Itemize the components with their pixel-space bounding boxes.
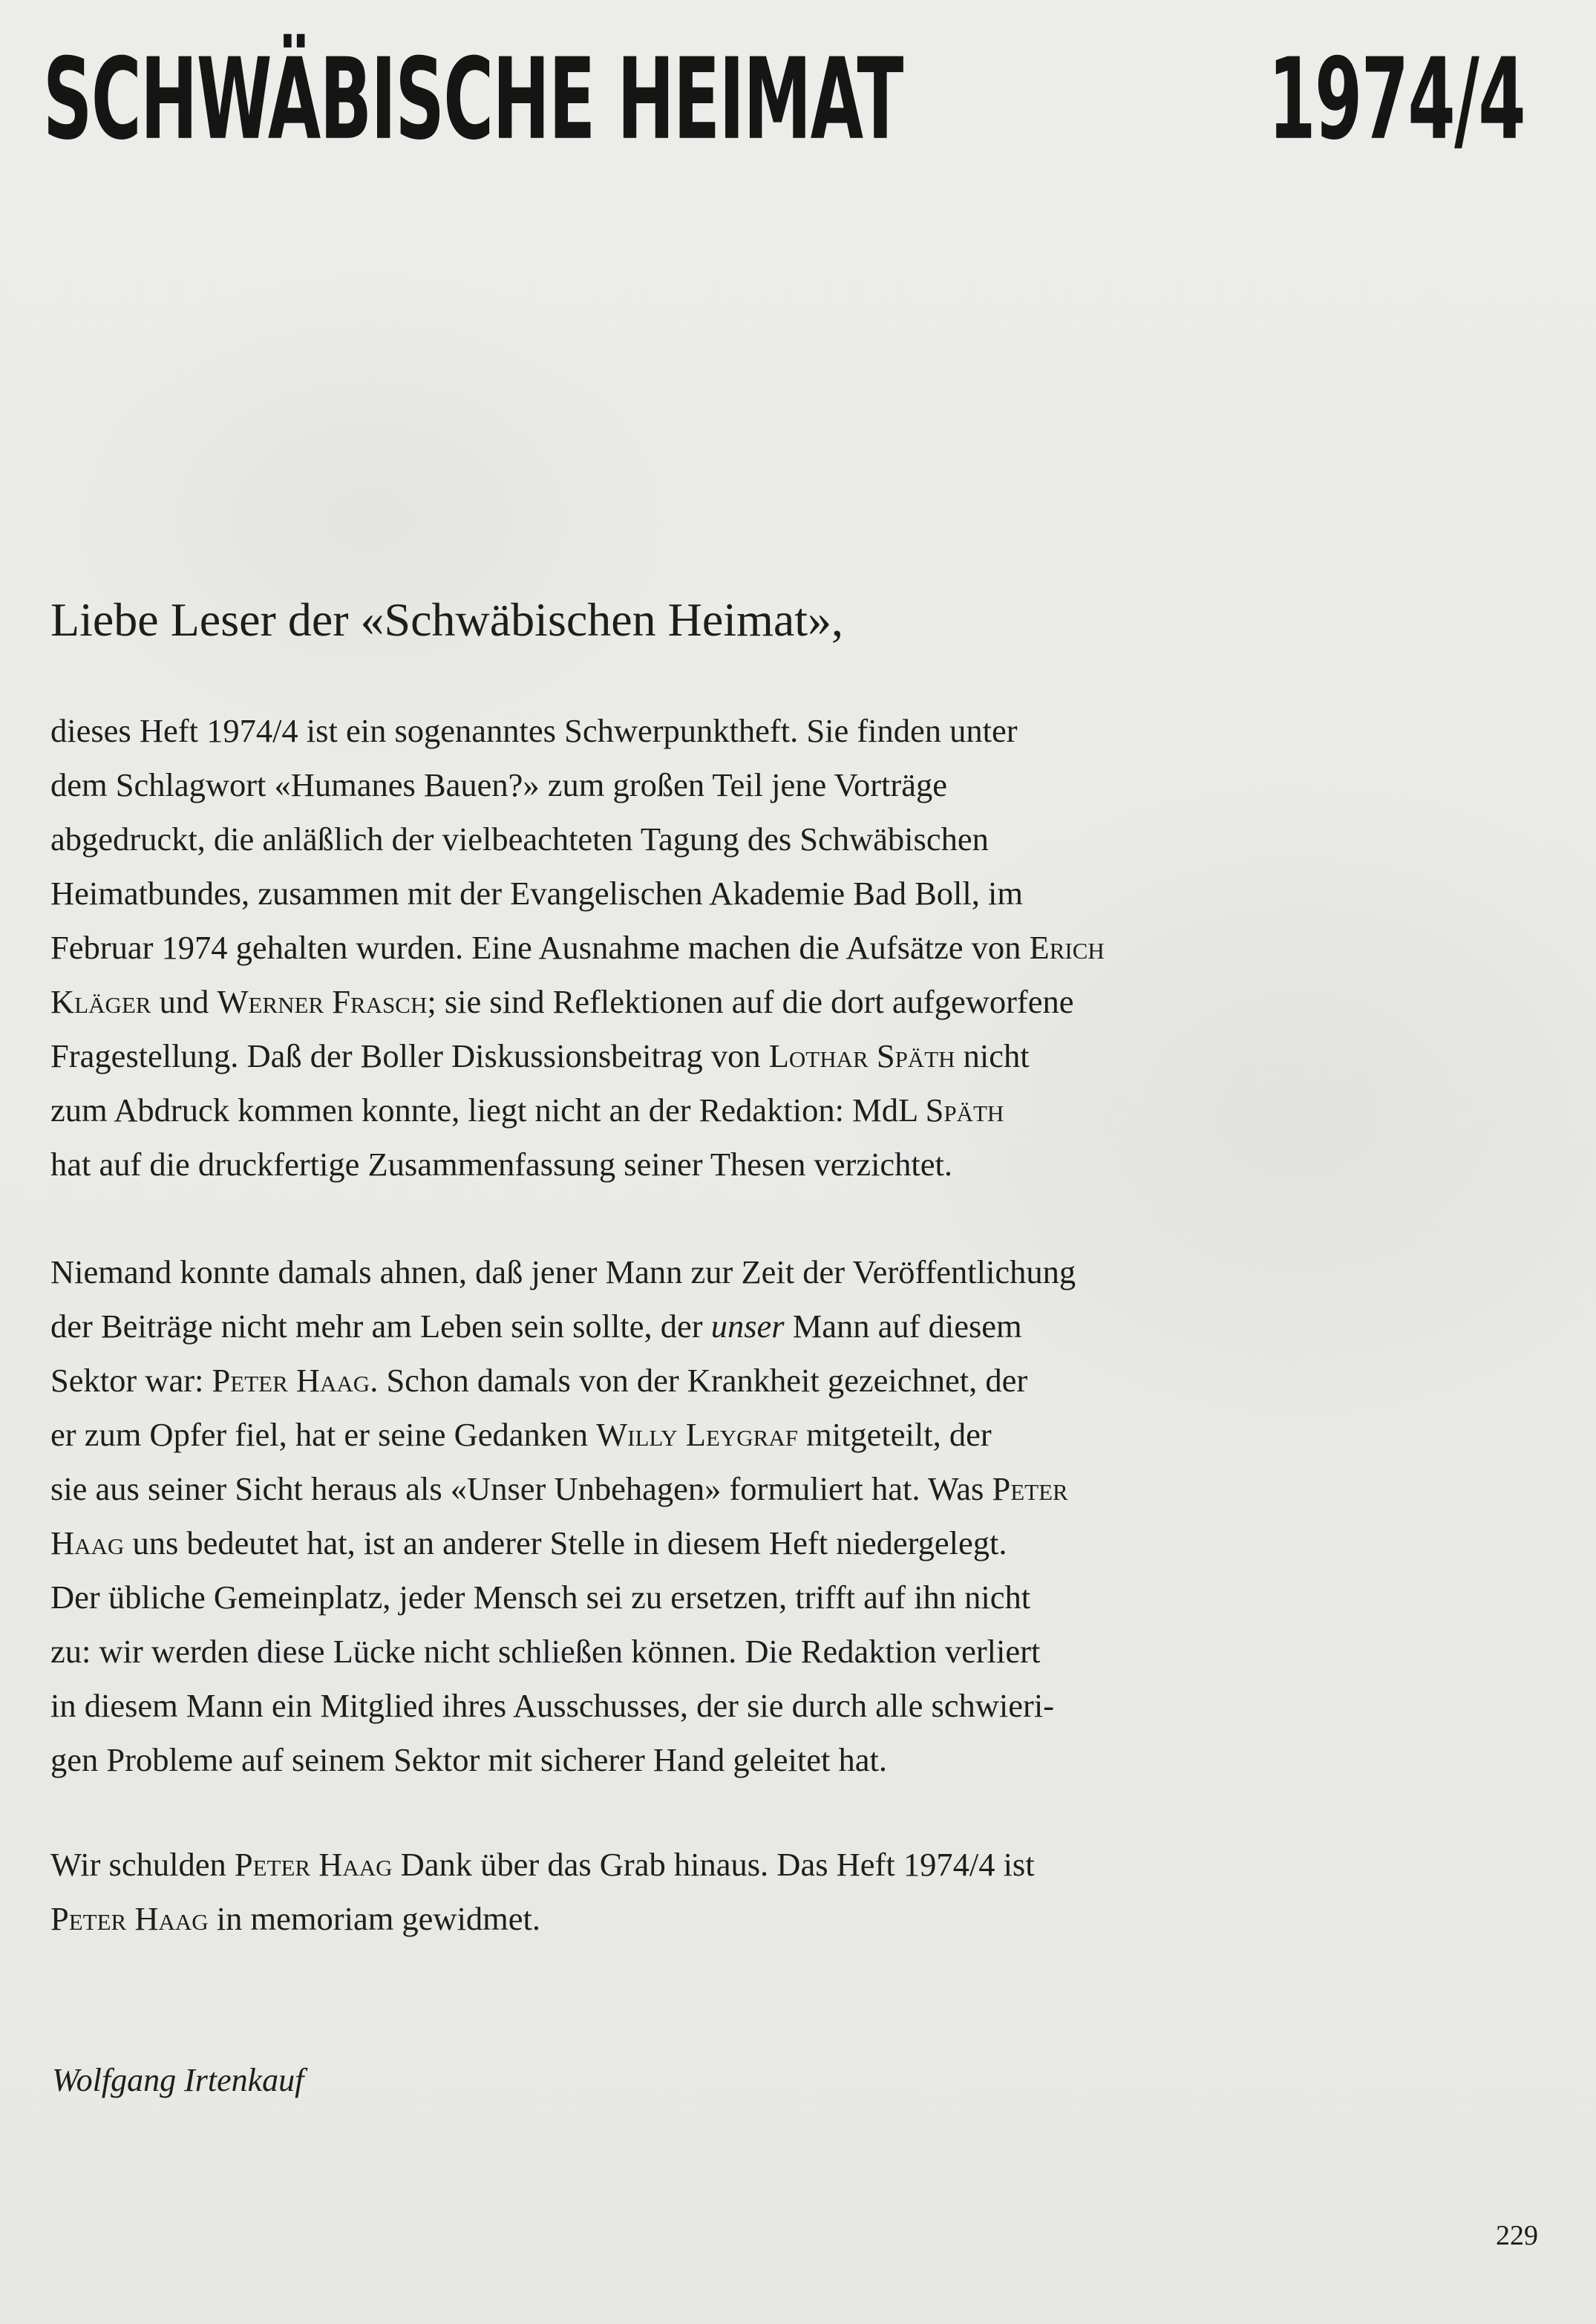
journal-title: SCHWÄBISCHE HEIMAT xyxy=(43,34,903,166)
person-name: Peter xyxy=(992,1470,1068,1507)
page-number: 229 xyxy=(1496,2220,1538,2251)
text-run: zu: wir werden diese Lücke nicht schließen können. Die Redaktion verliert xyxy=(50,1633,1041,1670)
text-line xyxy=(50,1299,1446,1354)
salutation: Liebe Leser der «Schwäbischen Heimat», xyxy=(50,593,844,646)
person-name: Peter Haag xyxy=(212,1362,370,1399)
masthead xyxy=(43,30,1525,171)
text-run: ; sie sind Reflektionen auf die dort aufgeworfene xyxy=(427,983,1074,1020)
person-name: Willy Leygraf xyxy=(596,1416,798,1453)
text-run: und xyxy=(151,983,218,1020)
paragraph xyxy=(50,1838,1446,1946)
text-run: zum Abdruck kommen konnte, liegt nicht an der Redaktion: MdL xyxy=(50,1091,926,1129)
signature: Wolfgang Irtenkauf xyxy=(52,2062,304,2098)
text-line xyxy=(50,1679,1446,1733)
text-run: sie aus seiner Sicht heraus als «Unser Unbehagen» formuliert hat. Was xyxy=(50,1470,992,1507)
text-run: Mann auf diesem xyxy=(784,1308,1022,1345)
text-line xyxy=(50,1029,1446,1083)
text-line xyxy=(50,975,1446,1029)
text-line xyxy=(50,1570,1446,1625)
person-name: Haag xyxy=(50,1524,125,1561)
person-name: Werner Frasch xyxy=(217,983,428,1020)
text-line xyxy=(50,1462,1446,1516)
person-name: Peter Haag xyxy=(234,1846,393,1883)
issue-number: 1974/4 xyxy=(1268,34,1525,166)
text-run: er zum Opfer fiel, hat er seine Gedanken xyxy=(50,1416,597,1453)
editorial-letter xyxy=(50,587,1446,1946)
text-run: Niemand konnte damals ahnen, daß jener Mann zur Zeit der Veröffentlichung xyxy=(50,1253,1076,1290)
text-run: Sektor war: xyxy=(50,1362,212,1399)
text-line xyxy=(50,704,1446,758)
text-run: Wir schulden xyxy=(50,1846,235,1883)
text-run: Februar 1974 gehalten wurden. Eine Ausnahme machen die Aufsätze von xyxy=(50,929,1030,966)
text-line xyxy=(50,1354,1446,1408)
emphasis: unser xyxy=(710,1308,785,1345)
person-name: Lothar Späth xyxy=(768,1037,955,1074)
text-line xyxy=(50,758,1446,812)
text-run: mitgeteilt, der xyxy=(797,1416,992,1453)
text-run: Dank über das Grab hinaus. Das Heft 1974/4 ist xyxy=(392,1846,1035,1883)
person-name: Späth xyxy=(925,1091,1004,1129)
person-name: Erich xyxy=(1029,929,1105,966)
text-line xyxy=(50,1245,1446,1299)
text-run: dem Schlagwort «Humanes Bauen?» zum großen Teil jene Vorträge xyxy=(50,766,947,803)
text-run: uns bedeutet hat, ist an anderer Stelle in diesem Heft niedergelegt. xyxy=(124,1524,1007,1561)
text-run: nicht xyxy=(955,1037,1030,1074)
text-run: in diesem Mann ein Mitglied ihres Ausschusses, der sie durch alle schwieri- xyxy=(50,1687,1055,1724)
text-line xyxy=(50,1137,1446,1192)
person-name: Kläger xyxy=(50,983,151,1020)
text-line xyxy=(50,921,1446,975)
paragraph xyxy=(50,704,1446,1192)
text-run: . Schon damals von der Krankheit gezeichnet, der xyxy=(370,1362,1028,1399)
text-run: in memoriam gewidmet. xyxy=(208,1900,541,1937)
text-run: dieses Heft 1974/4 ist ein sogenanntes Schwerpunktheft. Sie finden unter xyxy=(50,712,1018,749)
text-line xyxy=(50,1838,1446,1892)
text-line xyxy=(50,1516,1446,1570)
text-run: gen Probleme auf seinem Sektor mit sicherer Hand geleitet hat. xyxy=(50,1741,887,1778)
text-line xyxy=(50,1892,1446,1946)
text-line xyxy=(50,1733,1446,1787)
text-line xyxy=(50,1625,1446,1679)
text-run: Der übliche Gemeinplatz, jeder Mensch sei zu ersetzen, trifft auf ihn nicht xyxy=(50,1579,1031,1616)
text-line xyxy=(50,812,1446,866)
text-run: Heimatbundes, zusammen mit der Evangelischen Akademie Bad Boll, im xyxy=(50,875,1023,912)
person-name: Peter Haag xyxy=(50,1900,209,1937)
text-line xyxy=(50,1083,1446,1137)
paragraph xyxy=(50,1245,1446,1787)
text-run: abgedruckt, die anläßlich der vielbeachteten Tagung des Schwäbischen xyxy=(50,820,989,858)
text-line xyxy=(50,866,1446,921)
text-run: der Beiträge nicht mehr am Leben sein sollte, der xyxy=(50,1308,711,1345)
text-run: hat auf die druckfertige Zusammenfassung seiner Thesen verzichtet. xyxy=(50,1146,953,1183)
text-line xyxy=(50,1408,1446,1462)
text-run: Fragestellung. Daß der Boller Diskussionsbeitrag von xyxy=(50,1037,769,1074)
